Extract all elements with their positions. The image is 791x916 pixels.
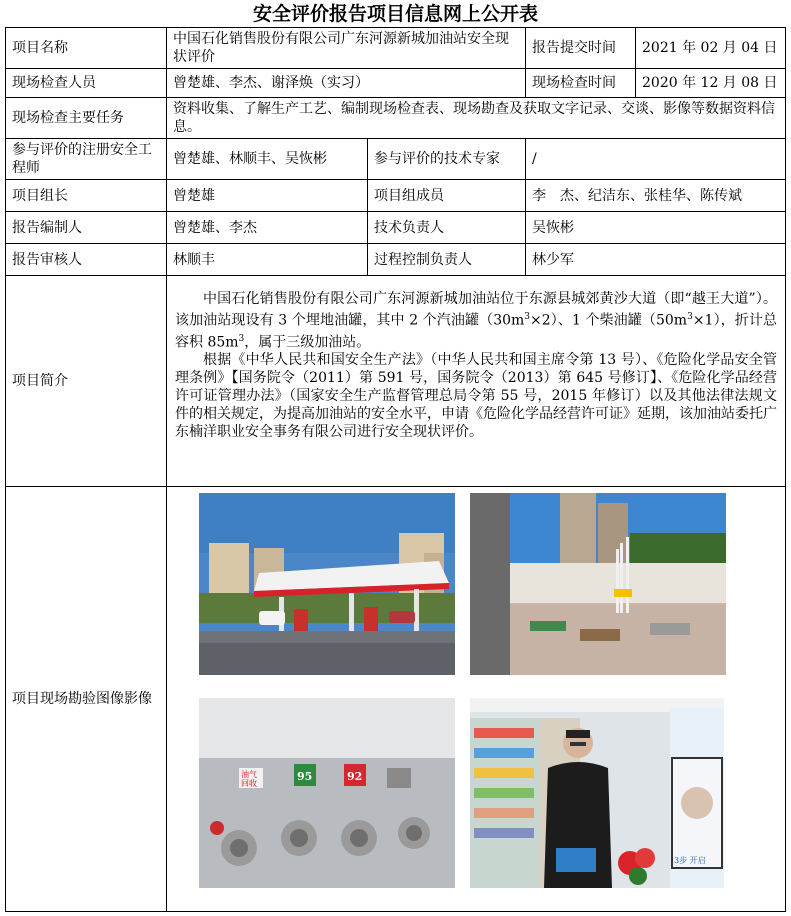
intro-label: 项目简介 [6,276,167,487]
experts-label: 参与评价的技术专家 [368,139,526,180]
author-label: 报告编制人 [6,212,167,244]
members-value: 李 杰、纪洁东、张桂华、陈传斌 [526,180,786,212]
photo-oil-outlets [199,698,455,888]
intro-text [167,276,786,487]
photos-label: 项目现场勘验图像影像 [6,487,167,912]
inspectors-value: 曾楚雄、李杰、谢泽焕（实习） [167,69,526,98]
tasks-label: 现场检查主要任务 [6,98,167,139]
info-table [5,27,786,912]
intro-paragraph-1: 中国石化销售股份有限公司广东河源新城加油站位于东源县城郊黄沙大道（即“越王大道”）。该加油站现设有 3 个埋地油罐，其中 2 个汽油罐$(30m^3\times 2)$、1 个柴油罐$(50m^3\times 1)$，折计总容积 $85m^3$，属于三级加油站。 [175,291,778,351]
photo-tank-area [470,493,726,675]
tech-lead-value: 吴恢彬 [526,212,786,244]
reviewer-value: 林顺丰 [167,244,368,276]
project-name-label: 项目名称 [6,28,167,69]
tech-lead-label: 技术负责人 [368,212,526,244]
author-value: 曾楚雄、李杰 [167,212,368,244]
leader-label: 项目组长 [6,180,167,212]
photo-staff-in-store [470,698,724,888]
inspectors-label: 现场检查人员 [6,69,167,98]
engineers-value: 曾楚雄、林顺丰、吴恢彬 [167,139,368,180]
photos-cell [167,487,786,912]
sign-95: 95 [297,770,313,783]
banner-text: 3步 开启 [674,856,706,865]
process-lead-label: 过程控制负责人 [368,244,526,276]
sign-vapor-a: 油气 [241,770,257,779]
intro-paragraph-2: 根据《中华人民共和国安全生产法》（中华人民共和国主席令第 13 号）、《危险化学品安全管理条例》【国务院令（2011）第 591 号，国务院令（2013）第 645 号修订】、《危险化学品经营许可证管理办法》（国家安全生产监督管理总局令第 55 号，2015 年修订）以及其他法律法规文件的相关规定，为提高加油站的安全水平，申请《危险化学品经营许可证》延期，该加油站委托广东楠洋职业安全事务有限公司进行安全现状评价。 [175,352,778,441]
reviewer-label: 报告审核人 [6,244,167,276]
leader-value: 曾楚雄 [167,180,368,212]
photo-gas-station-canopy [199,493,455,675]
engineers-label: 参与评价的注册安全工程师 [6,139,167,180]
experts-value: / [526,139,786,180]
submit-time-label: 报告提交时间 [526,28,636,69]
sign-vapor-b: 回收 [241,779,257,788]
members-label: 项目组成员 [368,180,526,212]
page-title: 安全评价报告项目信息网上公开表 [252,3,538,25]
inspect-time-label: 现场检查时间 [526,69,636,98]
inspect-time-value: 2020 年 12 月 08 日 [636,69,786,98]
tasks-value: 资料收集、了解生产工艺、编制现场检查表、现场勘查及获取文字记录、交谈、影像等数据资料信息。 [167,98,786,139]
submit-time-value: 2021 年 02 月 04 日 [636,28,786,69]
project-name-value: 中国石化销售股份有限公司广东河源新城加油站安全现状评价 [167,28,526,69]
process-lead-value: 林少军 [526,244,786,276]
sign-92: 92 [347,770,363,783]
